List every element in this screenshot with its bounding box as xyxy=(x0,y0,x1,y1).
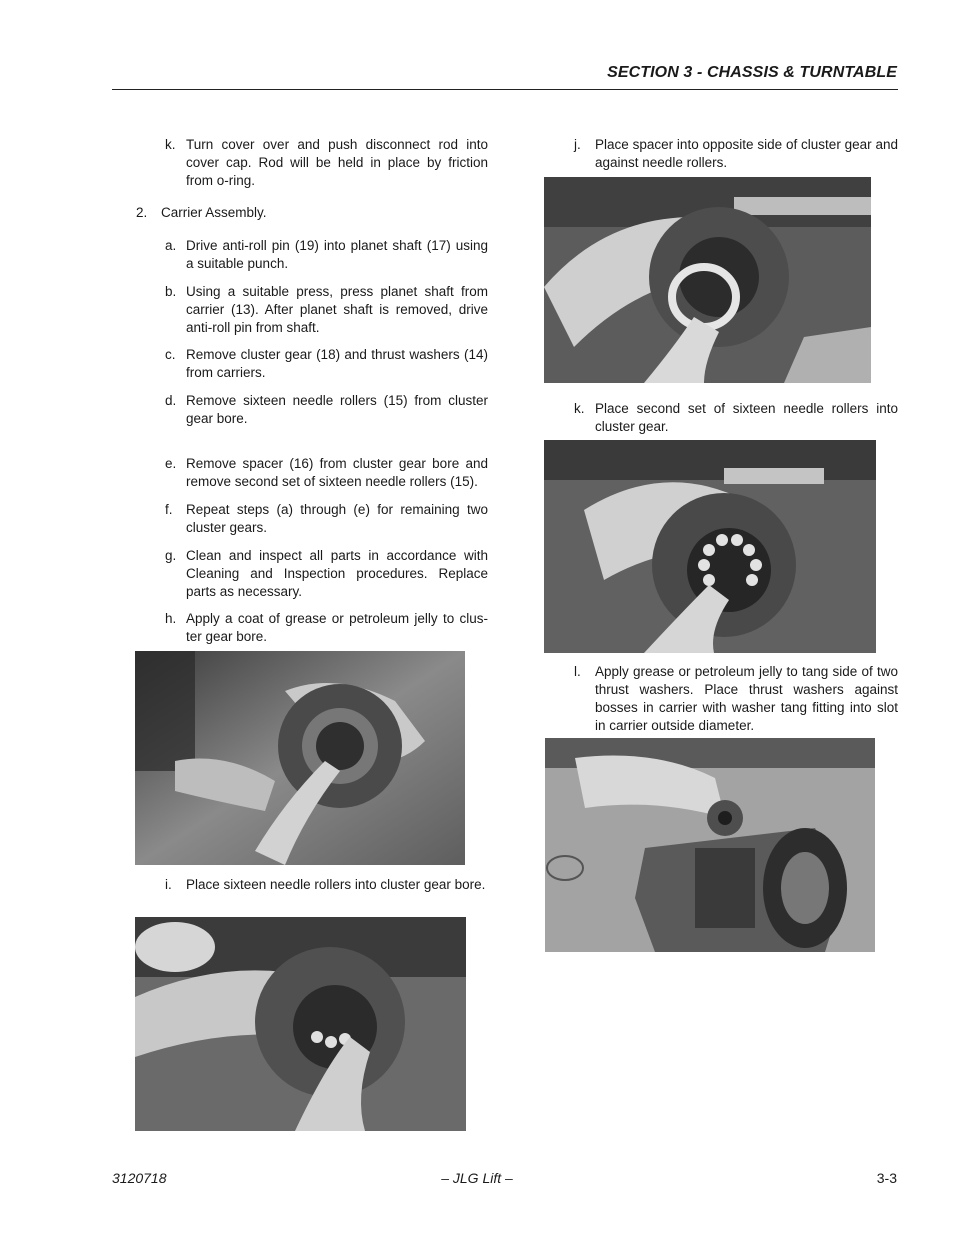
photo-placing-spacer-illustration xyxy=(544,177,871,383)
step-text: Remove sixteen needle rollers (15) from cluster gear bore. xyxy=(186,393,488,426)
step-letter: f. xyxy=(165,502,173,517)
photo-placing-second-rollers-illustration xyxy=(544,440,876,653)
step-letter: e. xyxy=(165,456,177,471)
photo-thrust-washers-carrier xyxy=(545,738,875,952)
step-text: Drive anti-roll pin (19) into planet shaft (17) using a suitable punch. xyxy=(186,238,488,271)
section-title: SECTION 3 - CHASSIS & TURNTABLE xyxy=(607,64,897,81)
step-text: Clean and inspect all parts in accordance with Cleaning and Inspection procedures. Replace parts as necessary. xyxy=(186,548,488,599)
step-letter: d. xyxy=(165,393,177,408)
step-letter: i. xyxy=(165,877,172,892)
step-text: Place spacer into opposite side of cluster gear and against needle rollers. xyxy=(595,137,898,170)
step-k-disconnect-rod xyxy=(165,136,488,190)
step-b-press-shaft xyxy=(165,283,488,337)
step-text: Remove spacer (16) from cluster gear bore and remove second set of sixteen needle rollers (15). xyxy=(186,456,488,489)
photo-placing-needle-rollers xyxy=(135,917,466,1131)
footer-doc-number: 3120718 xyxy=(112,1170,167,1186)
step-letter: b. xyxy=(165,284,177,299)
step-l-apply-grease-washers xyxy=(574,663,898,735)
step-text: Place sixteen needle rollers into cluster gear bore. xyxy=(186,877,486,892)
step-text: Apply a coat of grease or petroleum jelly to clus-ter gear bore. xyxy=(186,611,488,644)
step-letter: c. xyxy=(165,347,176,362)
photo-greasing-gear-bore-illustration xyxy=(135,651,465,865)
step-letter: g. xyxy=(165,548,177,563)
step-e-remove-spacer xyxy=(165,455,488,491)
header-divider xyxy=(112,89,898,90)
step-text: Carrier Assembly. xyxy=(161,205,267,220)
step-text: Remove cluster gear (18) and thrust washers (14) from carriers. xyxy=(186,347,488,380)
step-k-place-second-rollers xyxy=(574,400,898,436)
step-a-anti-roll-pin xyxy=(165,237,488,273)
step-text: Apply grease or petroleum jelly to tang side of two thrust washers. Place thrust washers against bosses in carrier with washer tang fitting into slot in carrier outside diameter. xyxy=(595,664,898,733)
step-d-remove-needle-rollers xyxy=(165,392,488,428)
step-text: Place second set of sixteen needle rollers into cluster gear. xyxy=(595,401,898,434)
step-j-place-spacer xyxy=(574,136,898,172)
step-f-repeat xyxy=(165,501,488,537)
step-text: Repeat steps (a) through (e) for remaining two cluster gears. xyxy=(186,502,488,535)
step-letter: k. xyxy=(165,137,176,152)
step-letter: j. xyxy=(574,137,581,152)
footer-brand: – JLG Lift – xyxy=(441,1170,513,1186)
photo-placing-needle-rollers-illustration xyxy=(135,917,466,1131)
step-h-apply-grease xyxy=(165,610,488,646)
step-letter: h. xyxy=(165,611,177,626)
photo-placing-second-rollers xyxy=(544,440,876,653)
photo-thrust-washers-carrier-illustration xyxy=(545,738,875,952)
step-letter: a. xyxy=(165,238,177,253)
step-number: 2. xyxy=(136,205,148,220)
footer-page-number: 3-3 xyxy=(876,1170,897,1186)
step-text: Using a suitable press, press planet shaft from carrier (13). After planet shaft is removed, drive anti-roll pin from shaft. xyxy=(186,284,488,335)
step-text: Turn cover over and push disconnect rod into cover cap. Rod will be held in place by friction from o-ring. xyxy=(186,137,488,188)
step-g-clean-inspect xyxy=(165,547,488,601)
step-c-remove-cluster-gear xyxy=(165,346,488,382)
step-i-place-needle-rollers xyxy=(165,876,488,894)
step-letter: l. xyxy=(574,664,581,679)
step-2-carrier-assembly xyxy=(136,204,488,222)
photo-greasing-gear-bore xyxy=(135,651,465,865)
photo-placing-spacer xyxy=(544,177,871,383)
step-letter: k. xyxy=(574,401,585,416)
